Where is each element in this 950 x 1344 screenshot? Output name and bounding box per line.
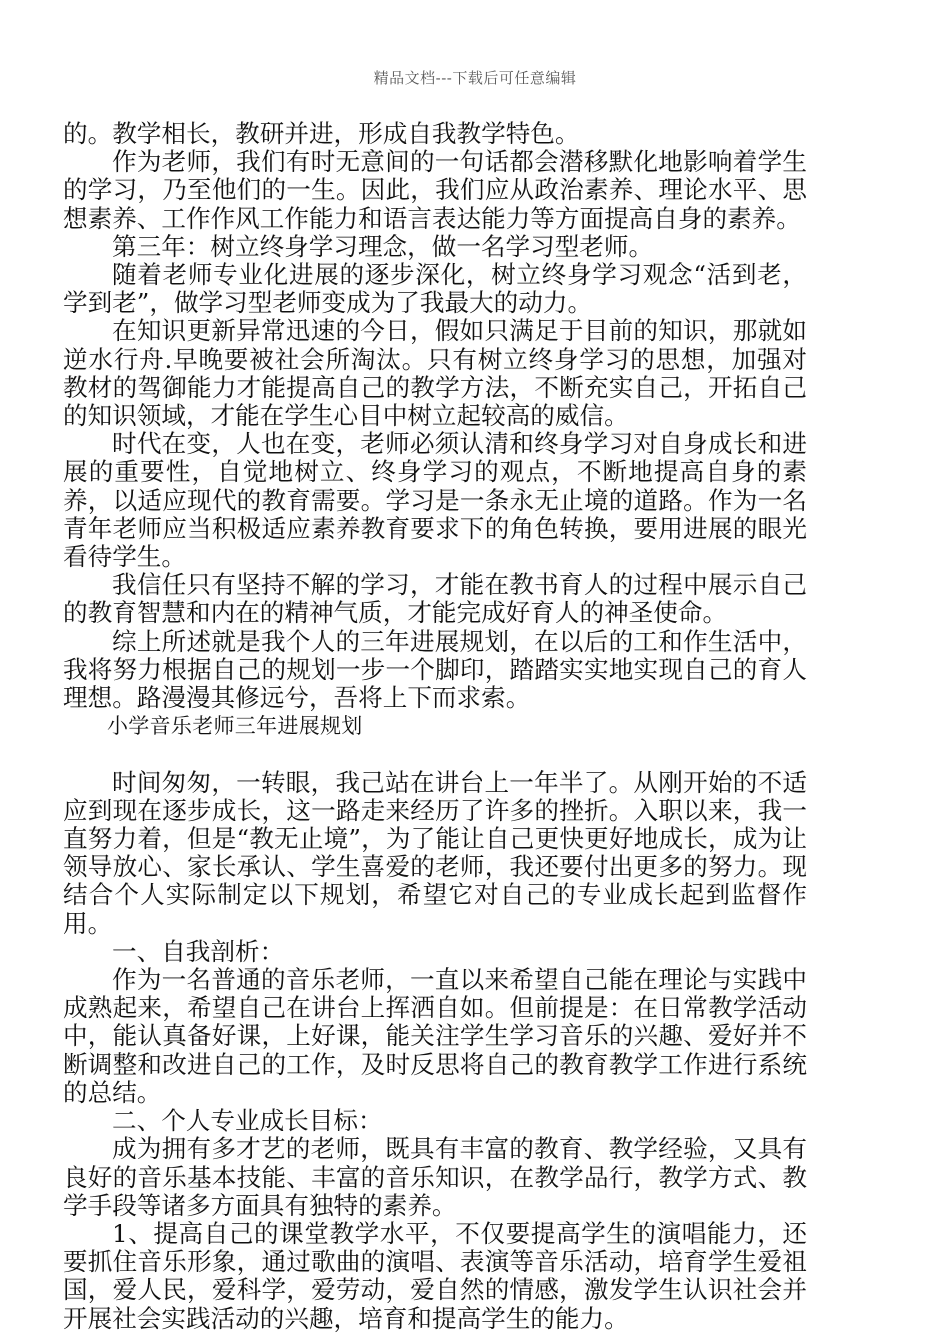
paragraph: 综上所述就是我个人的三年进展规划，在以后的工和作生活中，我将努力根据自己的规划一步一个脚印，踏踏实实地实现自己的育人理想。路漫漫其修远兮，吾将上下而求索。 (63, 626, 807, 713)
paragraph: 时代在变，人也在变，老师必须认清和终身学习对自身成长和进展的重要性，自觉地树立、终身学习的观点，不断地提高自身的素养，以适应现代的教育需要。学习是一条永无止境的道路。作为一名青年老师应当积极适应素养教育要求下的角色转换，要用进展的眼光看待学生。 (63, 429, 807, 572)
paragraph: 二、个人专业成长目标： (112, 1106, 383, 1136)
paragraph: 一、自我剖析： (112, 936, 285, 966)
paragraph: 成为拥有多才艺的老师，既具有丰富的教育、教学经验，又具有良好的音乐基本技能、丰富的音乐知识，在教学品行，教学方式、教学手段等诸多方面具有独特的素养。 (63, 1134, 807, 1220)
paragraph: 在知识更新异常迅速的今日，假如只满足于目前的知识，那就如逆水行舟.早晚要被社会所淘汰。只有树立终身学习的思想，加强对教材的驾御能力才能提高自己的教学方法，不断充实自己，开拓自己的知识领域，才能在学生心目中树立起较高的威信。 (63, 316, 807, 431)
page-header-watermark: 精品文档---下载后可任意编辑 (373, 69, 577, 87)
paragraph: 时间匆匆，一转眼，我己站在讲台上一年半了。从刚开始的不适应到现在逐步成长，这一路走来经历了许多的挫折。入职以来，我一直努力着，但是“教无止境”，为了能让自己更快更好地成长，成为让领导放心、家长承认、学生喜爱的老师，我还要付出更多的努力。现结合个人实际制定以下规划，希望它对自己的专业成长起到监督作用。 (63, 767, 807, 938)
paragraph: 作为一名普通的音乐老师，一直以来希望自己能在理论与实践中成熟起来，希望自己在讲台上挥洒自如。但前提是：在日常教学活动中，能认真备好课，上好课，能关注学生学习音乐的兴趣、爱好并不断调整和改进自己的工作，及时反思将自己的教育教学工作进行系统的总结。 (63, 965, 807, 1107)
paragraph: 随着老师专业化进展的逐步深化，树立终身学习观念“活到老，学到老”，做学习型老师变成为了我最大的动力。 (63, 260, 807, 318)
paragraph: 作为老师，我们有时无意间的一句话都会潜移默化地影响着学生的学习，乃至他们的一生。因此，我们应从政治素养、理论水平、思想素养、工作作风工作能力和语言表达能力等方面提高自身的素养。 (63, 147, 807, 233)
blank-line (63, 740, 807, 768)
paragraph: 的。教学相长，教研并进，形成自我教学特色。 (63, 119, 580, 148)
paragraph: 1、提高自己的课堂教学水平，不仅要提高学生的演唱能力，还要抓住音乐形象，通过歌曲的演唱、表演等音乐活动，培育学生爱祖国，爱人民，爱科学，爱劳动，爱自然的情感，激发学生认识社会并开展社会实践活动的兴趣，培育和提高学生的能力。 (63, 1218, 807, 1333)
section-heading: 小学音乐老师三年进展规划 (107, 714, 363, 739)
paragraph: 我信任只有坚持不解的学习，才能在教书育人的过程中展示自己的教育智慧和内在的精神气质，才能完成好育人的神圣使命。 (63, 570, 807, 628)
document-body (63, 120, 807, 1333)
paragraph: 第三年：树立终身学习理念，做一名学习型老师。 (112, 231, 654, 261)
